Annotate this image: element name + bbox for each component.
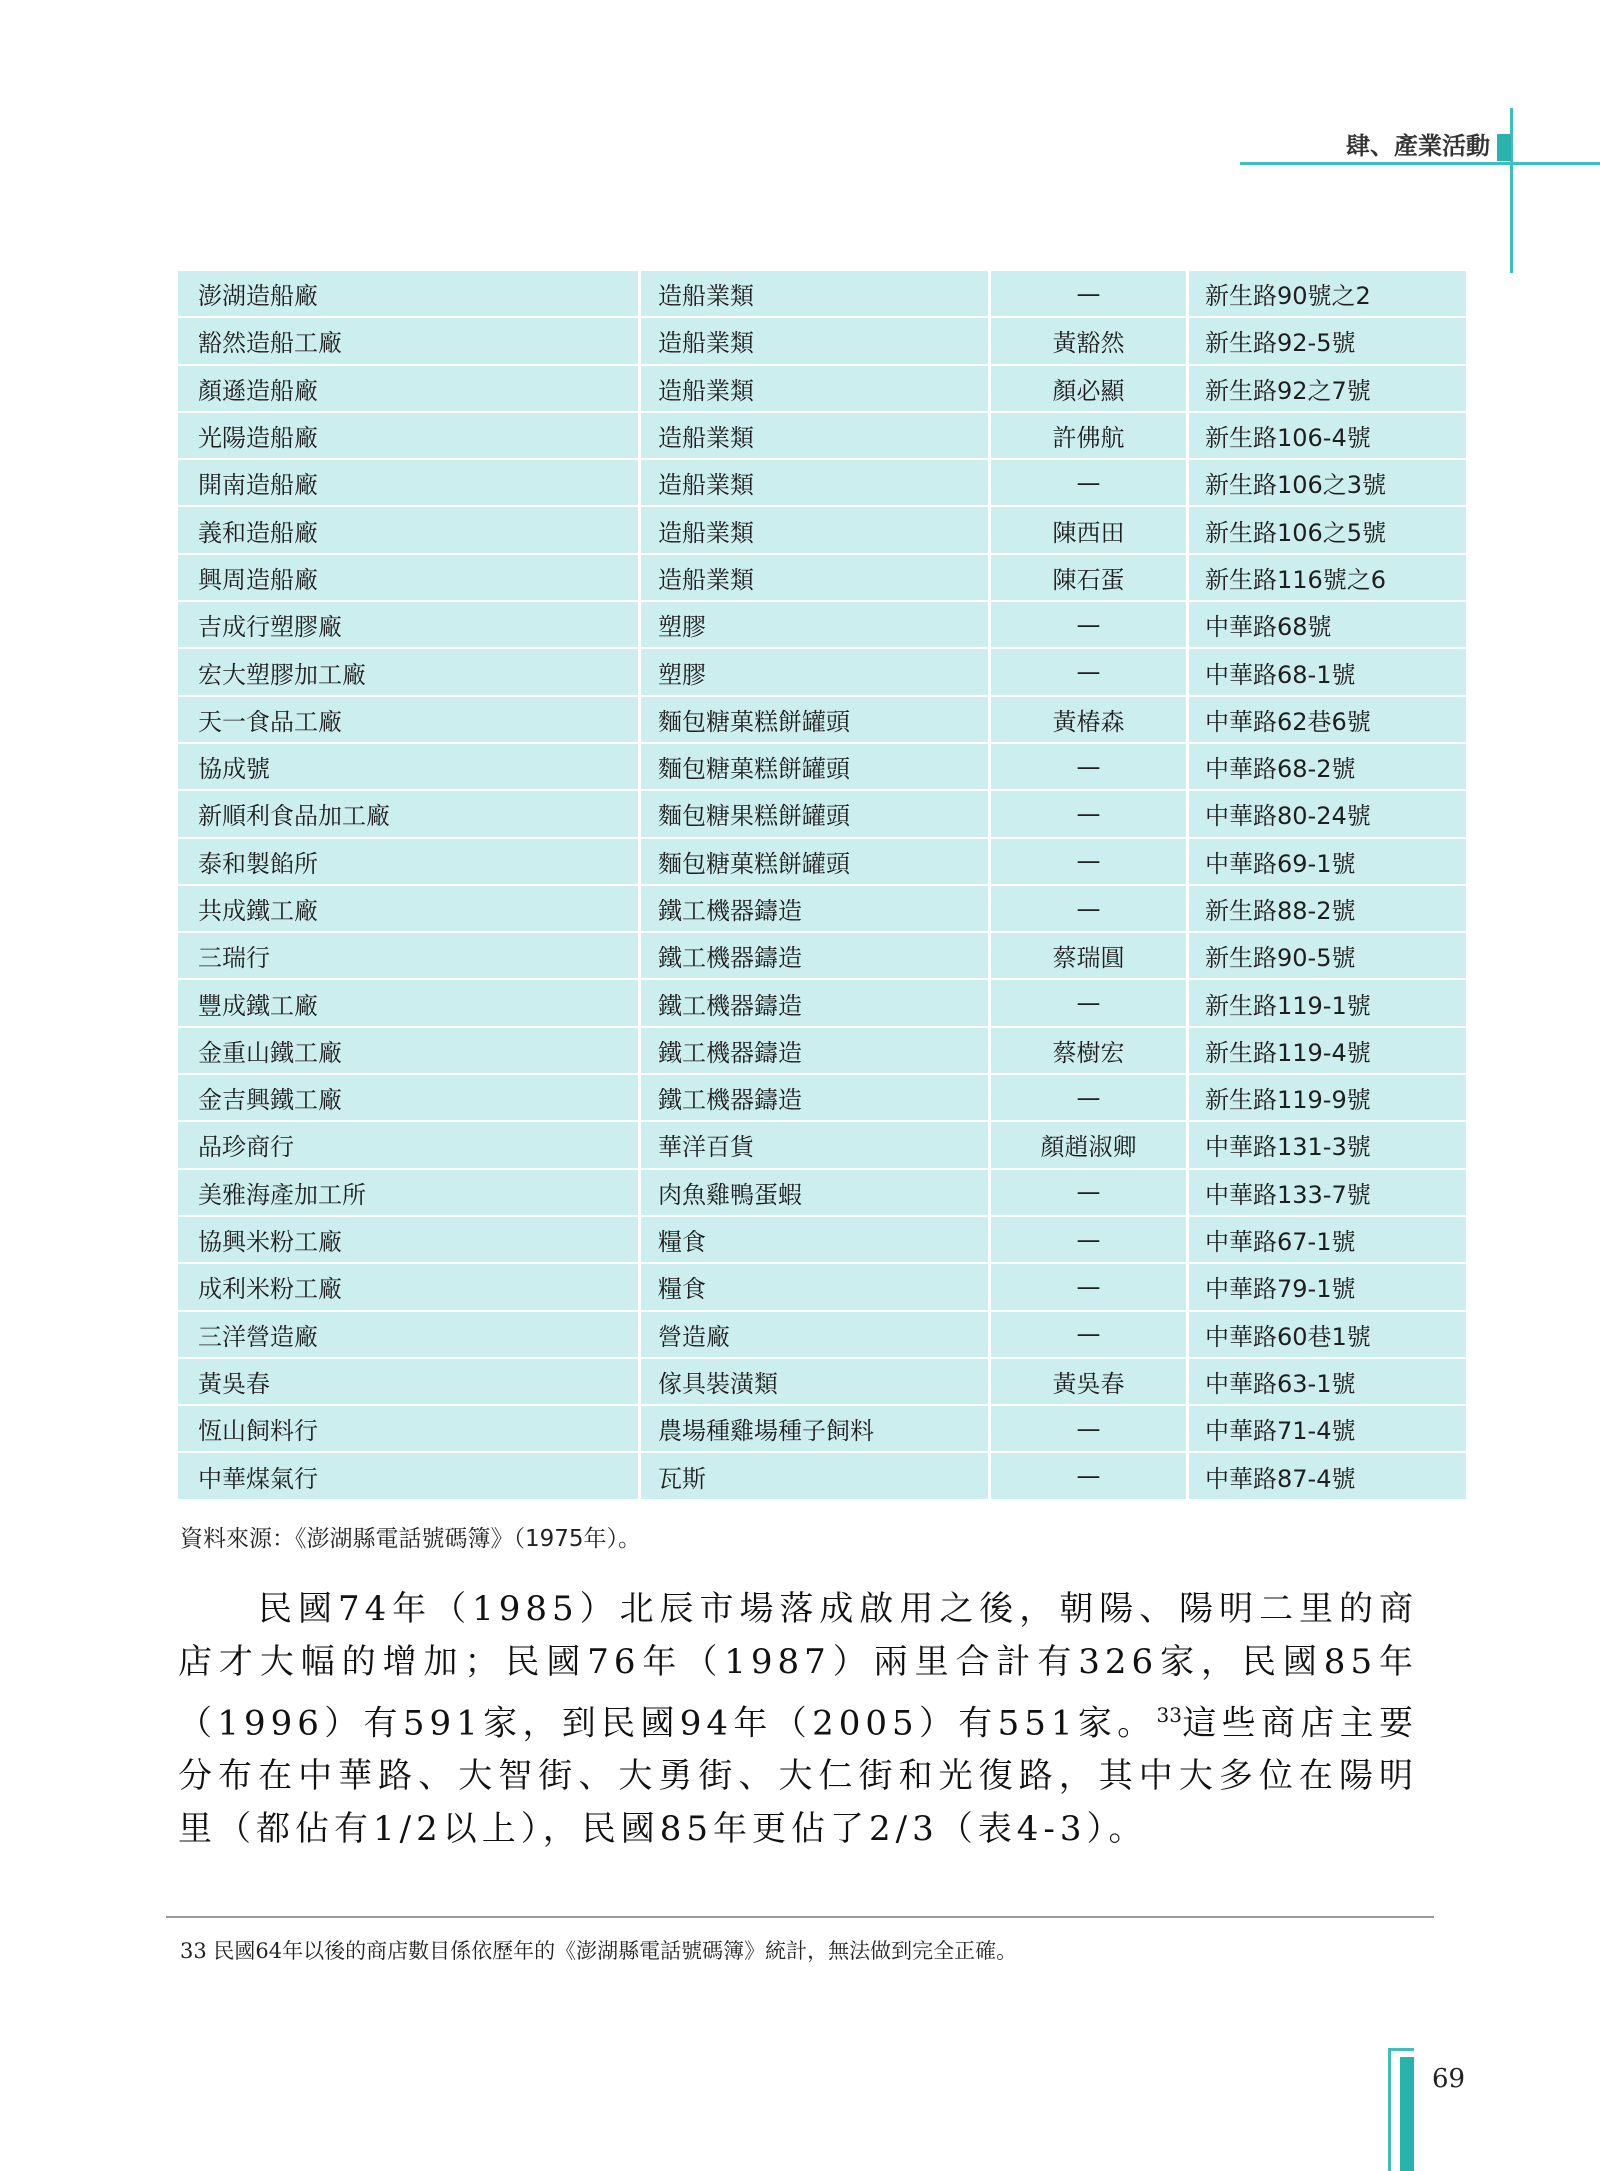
cell-address: 中華路68-1號 [1189, 649, 1466, 696]
header-vertical-rule [1510, 108, 1513, 273]
cell-business-name: 中華煤氣行 [178, 1453, 641, 1500]
cell-address: 中華路62巷6號 [1189, 697, 1466, 744]
cell-business-name: 金吉興鐵工廠 [178, 1075, 641, 1122]
cell-category: 農場種雞場種子飼料 [641, 1406, 991, 1453]
page-number: 69 [1432, 2064, 1466, 2094]
cell-owner: — [991, 1217, 1189, 1264]
table-row [178, 413, 1466, 460]
body-paragraph [178, 1583, 1418, 1856]
cell-owner: 顏趙淑卿 [991, 1122, 1189, 1169]
table-row [178, 980, 1466, 1027]
cell-category: 鐵工機器鑄造 [641, 933, 991, 980]
cell-owner: — [991, 1453, 1189, 1500]
table-row [178, 839, 1466, 886]
cell-category: 糧食 [641, 1217, 991, 1264]
table-row [178, 366, 1466, 413]
cell-address: 中華路60巷1號 [1189, 1312, 1466, 1359]
business-table [178, 271, 1466, 1501]
cell-category: 麵包糖菓糕餅罐頭 [641, 839, 991, 886]
table-row [178, 507, 1466, 554]
cell-category: 肉魚雞鴨蛋蝦 [641, 1170, 991, 1217]
footnote: 33 民國64年以後的商店數目係依歷年的《澎湖縣電話號碼簿》統計，無法做到完全正確。 [180, 1939, 1018, 1963]
cell-category: 造船業類 [641, 271, 991, 318]
cell-owner: — [991, 1312, 1189, 1359]
cell-owner: — [991, 1170, 1189, 1217]
cell-business-name: 成利米粉工廠 [178, 1264, 641, 1311]
cell-business-name: 品珍商行 [178, 1122, 641, 1169]
table-row [178, 1264, 1466, 1311]
cell-owner: 顏必顯 [991, 366, 1189, 413]
cell-business-name: 光陽造船廠 [178, 413, 641, 460]
cell-category: 營造廠 [641, 1312, 991, 1359]
cell-address: 中華路68-2號 [1189, 744, 1466, 791]
cell-business-name: 豐成鐵工廠 [178, 980, 641, 1027]
cell-business-name: 三洋營造廠 [178, 1312, 641, 1359]
table-row [178, 1075, 1466, 1122]
cell-address: 新生路106之5號 [1189, 507, 1466, 554]
table-row [178, 1359, 1466, 1406]
cell-owner: 黃椿森 [991, 697, 1189, 744]
cell-business-name: 美雅海產加工所 [178, 1170, 641, 1217]
paragraph-text-part1: 民國74年（1985）北辰市場落成啟用之後，朝陽、陽明二里的商店才大幅的增加；民國76年（1987）兩里合計有326家，民國85年（1996）有591家，到民國94年（2005）有551家。 [178, 1589, 1418, 1744]
cell-owner: — [991, 744, 1189, 791]
cell-business-name: 金重山鐵工廠 [178, 1028, 641, 1075]
cell-category: 塑膠 [641, 649, 991, 696]
table-row [178, 602, 1466, 649]
cell-business-name: 開南造船廠 [178, 460, 641, 507]
cell-business-name: 義和造船廠 [178, 507, 641, 554]
cell-address: 新生路90號之2 [1189, 271, 1466, 318]
cell-category: 塑膠 [641, 602, 991, 649]
cell-owner: — [991, 1406, 1189, 1453]
table-row [178, 318, 1466, 365]
cell-category: 麵包糖果糕餅罐頭 [641, 791, 991, 838]
cell-address: 新生路116號之6 [1189, 555, 1466, 602]
cell-address: 新生路119-4號 [1189, 1028, 1466, 1075]
cell-address: 新生路106-4號 [1189, 413, 1466, 460]
cell-address: 中華路79-1號 [1189, 1264, 1466, 1311]
cell-business-name: 協成號 [178, 744, 641, 791]
cell-category: 造船業類 [641, 507, 991, 554]
cell-business-name: 澎湖造船廠 [178, 271, 641, 318]
cell-category: 麵包糖菓糕餅罐頭 [641, 697, 991, 744]
cell-business-name: 三瑞行 [178, 933, 641, 980]
table-row [178, 886, 1466, 933]
cell-business-name: 泰和製餡所 [178, 839, 641, 886]
cell-address: 中華路80-24號 [1189, 791, 1466, 838]
header-rule [1240, 162, 1600, 165]
page-number-vertical-rule [1388, 2048, 1391, 2171]
cell-business-name: 恆山飼料行 [178, 1406, 641, 1453]
cell-address: 中華路69-1號 [1189, 839, 1466, 886]
cell-owner: — [991, 886, 1189, 933]
footnote-rule [166, 1916, 1434, 1918]
cell-category: 鐵工機器鑄造 [641, 1028, 991, 1075]
cell-owner: 蔡瑞圓 [991, 933, 1189, 980]
table-row [178, 555, 1466, 602]
footnote-reference: 33 [1156, 1703, 1182, 1727]
cell-owner: 陳西田 [991, 507, 1189, 554]
cell-address: 新生路119-9號 [1189, 1075, 1466, 1122]
cell-owner: — [991, 602, 1189, 649]
cell-address: 新生路106之3號 [1189, 460, 1466, 507]
cell-address: 新生路88-2號 [1189, 886, 1466, 933]
cell-address: 中華路133-7號 [1189, 1170, 1466, 1217]
page-number-rule [1388, 2048, 1414, 2051]
cell-owner: — [991, 1075, 1189, 1122]
table-row [178, 791, 1466, 838]
cell-owner: — [991, 980, 1189, 1027]
table-row [178, 697, 1466, 744]
cell-category: 造船業類 [641, 318, 991, 365]
cell-category: 鐵工機器鑄造 [641, 1075, 991, 1122]
cell-owner: 蔡樹宏 [991, 1028, 1189, 1075]
cell-owner: 許佛航 [991, 413, 1189, 460]
cell-address: 中華路67-1號 [1189, 1217, 1466, 1264]
table-row [178, 1312, 1466, 1359]
cell-business-name: 新順利食品加工廠 [178, 791, 641, 838]
cell-business-name: 協興米粉工廠 [178, 1217, 641, 1264]
cell-category: 造船業類 [641, 413, 991, 460]
header-marker [1497, 134, 1511, 161]
cell-business-name: 黃吳春 [178, 1359, 641, 1406]
cell-category: 造船業類 [641, 366, 991, 413]
cell-owner: — [991, 460, 1189, 507]
table-row [178, 271, 1466, 318]
cell-address: 中華路63-1號 [1189, 1359, 1466, 1406]
cell-category: 糧食 [641, 1264, 991, 1311]
cell-business-name: 天一食品工廠 [178, 697, 641, 744]
cell-address: 新生路92之7號 [1189, 366, 1466, 413]
table-source-note: 資料來源：《澎湖縣電話號碼簿》（1975年）。 [180, 1526, 642, 1552]
cell-address: 中華路68號 [1189, 602, 1466, 649]
cell-category: 傢具裝潢類 [641, 1359, 991, 1406]
cell-address: 中華路87-4號 [1189, 1453, 1466, 1500]
cell-owner: 黃吳春 [991, 1359, 1189, 1406]
cell-owner: — [991, 649, 1189, 696]
cell-business-name: 共成鐵工廠 [178, 886, 641, 933]
cell-owner: — [991, 839, 1189, 886]
table-row [178, 744, 1466, 791]
cell-address: 新生路90-5號 [1189, 933, 1466, 980]
cell-address: 新生路119-1號 [1189, 980, 1466, 1027]
page-number-marker [1400, 2057, 1414, 2171]
cell-category: 造船業類 [641, 555, 991, 602]
cell-address: 中華路71-4號 [1189, 1406, 1466, 1453]
cell-category: 鐵工機器鑄造 [641, 980, 991, 1027]
cell-category: 造船業類 [641, 460, 991, 507]
table-body [178, 271, 1466, 1501]
cell-category: 鐵工機器鑄造 [641, 886, 991, 933]
cell-category: 瓦斯 [641, 1453, 991, 1500]
cell-owner: — [991, 271, 1189, 318]
table-row [178, 1122, 1466, 1169]
table-row [178, 1028, 1466, 1075]
cell-business-name: 宏大塑膠加工廠 [178, 649, 641, 696]
table-row [178, 649, 1466, 696]
cell-business-name: 豁然造船工廠 [178, 318, 641, 365]
table-row [178, 460, 1466, 507]
cell-owner: — [991, 1264, 1189, 1311]
cell-owner: — [991, 791, 1189, 838]
cell-address: 新生路92-5號 [1189, 318, 1466, 365]
cell-category: 麵包糖菓糕餅罐頭 [641, 744, 991, 791]
table-row [178, 933, 1466, 980]
cell-address: 中華路131-3號 [1189, 1122, 1466, 1169]
table-row [178, 1217, 1466, 1264]
cell-category: 華洋百貨 [641, 1122, 991, 1169]
paragraph-text-part2: 這些商店主要分布在中華路、大智街、大勇街、大仁街和光復路，其中大多位在陽明里（都佔有1/2以上），民國85年更佔了2/3（表4-3）。 [178, 1703, 1419, 1850]
cell-owner: 黃豁然 [991, 318, 1189, 365]
cell-business-name: 興周造船廠 [178, 555, 641, 602]
table-row [178, 1406, 1466, 1453]
table-row [178, 1453, 1466, 1500]
cell-owner: 陳石蛋 [991, 555, 1189, 602]
table-row [178, 1170, 1466, 1217]
body-text [178, 1583, 1418, 1856]
chapter-title: 肆、產業活動 [1346, 131, 1490, 160]
cell-business-name: 吉成行塑膠廠 [178, 602, 641, 649]
cell-business-name: 顏遜造船廠 [178, 366, 641, 413]
